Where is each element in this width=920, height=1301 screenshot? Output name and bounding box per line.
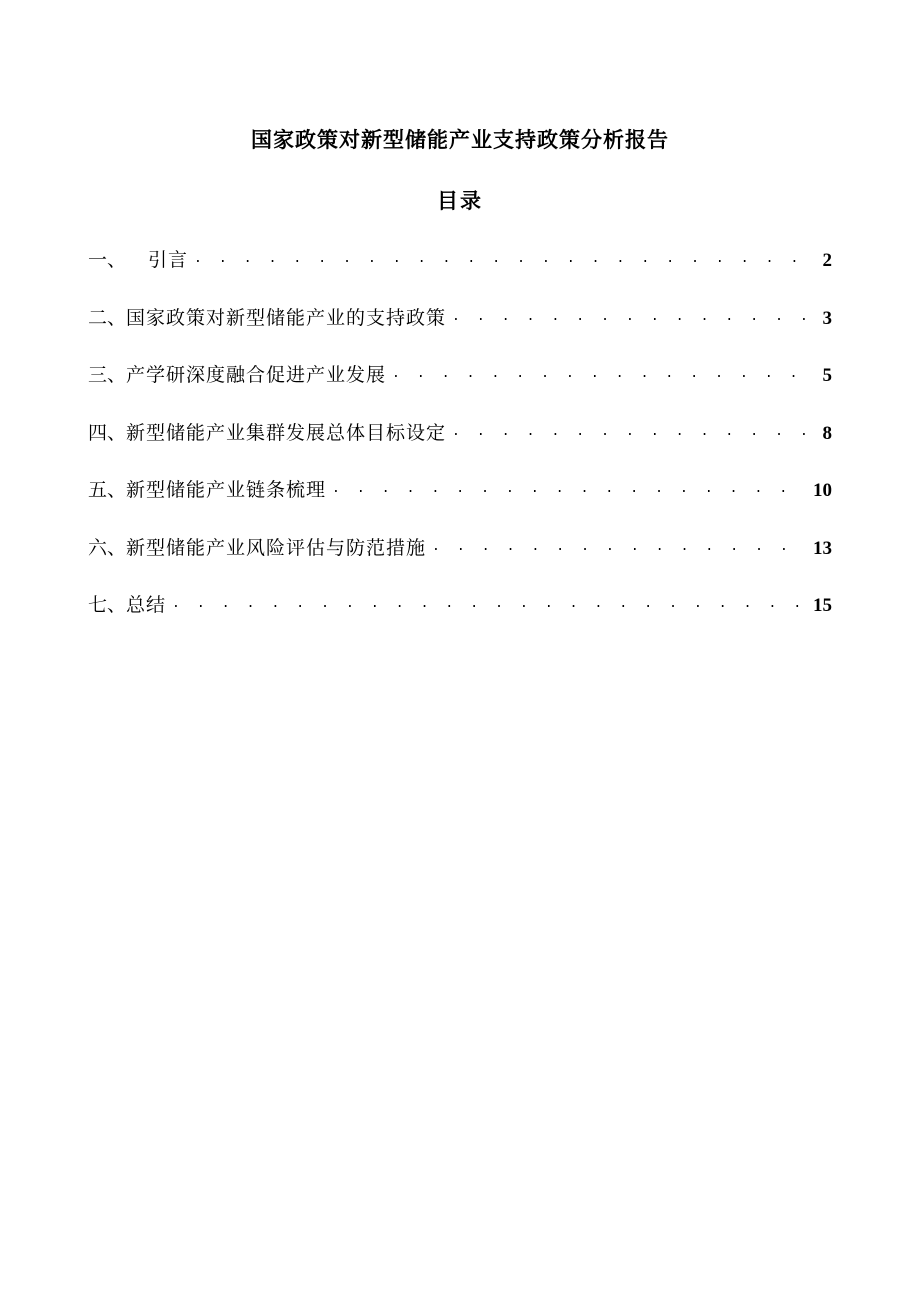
toc-dot-leader: [452, 299, 816, 335]
toc-entry-number: 三、: [88, 364, 127, 386]
toc-entry-page: 3: [822, 307, 832, 329]
toc-entry-page: 13: [813, 537, 832, 559]
toc-entry-industry-research[interactable]: [88, 357, 832, 415]
toc-entry-summary[interactable]: [88, 587, 832, 645]
toc-entry-label: 引言: [148, 249, 189, 271]
toc-entry-number: 五、: [88, 479, 127, 501]
toc-dot-leader: [452, 414, 816, 450]
toc-dot-leader: [432, 529, 807, 565]
toc-entry-label: 产学研深度融合促进产业发展: [126, 364, 387, 386]
toc-heading: 目录: [437, 189, 483, 213]
toc-entry-label: 总结: [126, 594, 167, 616]
toc-entry-cluster-goals[interactable]: [88, 415, 832, 473]
toc-entry-risk-assessment[interactable]: [88, 530, 832, 588]
toc-dot-leader: [392, 356, 816, 392]
toc-entry-label: 新型储能产业链条梳理: [126, 479, 327, 501]
toc-dot-leader: [172, 586, 807, 622]
toc-entry-page: 8: [822, 422, 832, 444]
toc-entry-label: 新型储能产业集群发展总体目标设定: [126, 421, 447, 444]
toc-entry-label: 新型储能产业风险评估与防范措施: [126, 536, 427, 559]
toc-entry-number: 一、: [88, 249, 127, 271]
toc-dot-leader: [194, 241, 816, 277]
toc-entry-page: 5: [822, 365, 832, 386]
toc-entry-page: 15: [813, 595, 832, 616]
toc-entry-policy-support[interactable]: [88, 300, 832, 358]
toc-entry-number: 二、: [88, 306, 127, 329]
toc-entry-number: 七、: [88, 594, 127, 616]
toc-entry-page: 10: [813, 480, 832, 501]
toc-entry-label: 国家政策对新型储能产业的支持政策: [126, 306, 447, 329]
toc-dot-leader: [332, 471, 807, 507]
toc-entry-page: 2: [822, 250, 832, 271]
toc-entry-number: 四、: [88, 421, 127, 444]
toc-entry-intro[interactable]: [88, 242, 832, 300]
toc-entry-number: 六、: [88, 536, 127, 559]
document-title: 国家政策对新型储能产业支持政策分析报告: [251, 128, 669, 152]
table-of-contents: [88, 242, 832, 645]
toc-entry-industry-chain[interactable]: [88, 472, 832, 530]
